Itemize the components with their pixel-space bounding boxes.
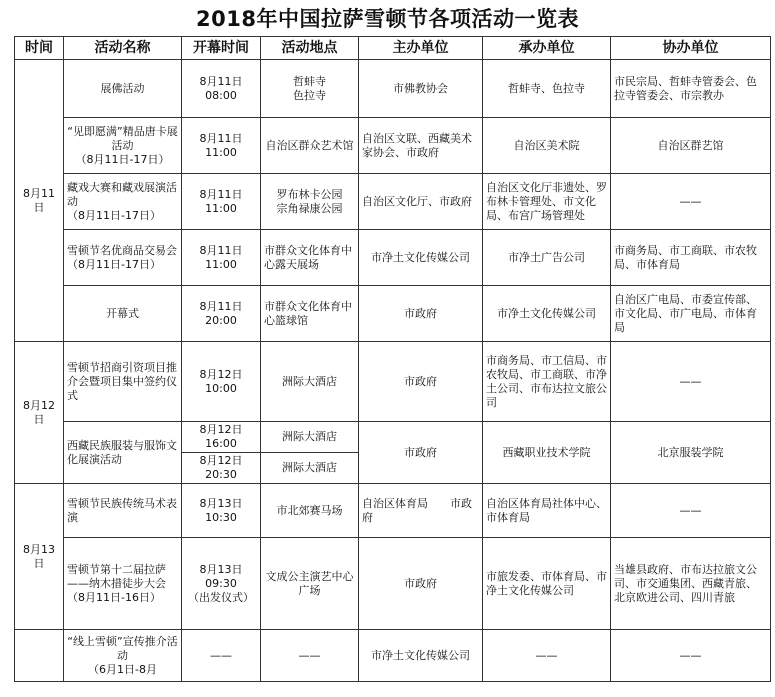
table-row [15,538,771,630]
assist-unit: —— [611,630,771,682]
header-time: 时间 [15,37,64,60]
day-cell: 8月13日 [15,484,64,630]
assist-unit: —— [611,174,771,230]
venue: 市北郊赛马场 [261,484,359,538]
open-time: 8月11日 11:00 [182,174,261,230]
activity-name: 雪顿节名优商品交易会 （8月11日-17日） [64,230,182,286]
assist-unit: 市商务局、市工商联、市农牧局、市体育局 [611,230,771,286]
venue: 洲际大酒店 [261,453,359,484]
day-cell: 8月12日 [15,342,64,484]
open-time: 8月13日 10:30 [182,484,261,538]
host-unit: 市政府 [359,342,483,422]
venue: 洲际大酒店 [261,342,359,422]
organizer-unit: 自治区文化厅非遗处、罗布林卡管理处、市文化局、布宫广场管理处 [483,174,611,230]
header-assist: 协办单位 [611,37,771,60]
day-cell [15,630,64,682]
open-time: —— [182,630,261,682]
open-time: 8月11日 08:00 [182,60,261,118]
open-time: 8月11日 11:00 [182,230,261,286]
header-host: 主办单位 [359,37,483,60]
table-row [15,174,771,230]
open-time: 8月11日 11:00 [182,118,261,174]
host-unit: 自治区文联、西藏美术家协会、市政府 [359,118,483,174]
organizer-unit: 市旅发委、市体育局、市净土文化传媒公司 [483,538,611,630]
schedule-table [14,36,771,682]
table-row [15,484,771,538]
host-unit: 自治区体育局 市政府 [359,484,483,538]
table-row [15,230,771,286]
assist-unit: 自治区广电局、市委宣传部、市文化局、市广电局、市体育局 [611,286,771,342]
venue: 市群众文化体育中心篮球馆 [261,286,359,342]
open-time: 8月12日 16:00 [182,422,261,453]
organizer-unit: 市商务局、市工信局、市农牧局、市工商联、市净土公司、市布达拉文旅公司 [483,342,611,422]
host-unit: 市佛教协会 [359,60,483,118]
activity-name: 雪顿节民族传统马术表演 [64,484,182,538]
venue: 罗布林卡公园 宗角禄康公园 [261,174,359,230]
organizer-unit: 哲蚌寺、色拉寺 [483,60,611,118]
table-row [15,60,771,118]
host-unit: 市政府 [359,286,483,342]
host-unit: 市政府 [359,422,483,484]
assist-unit: 市民宗局、哲蚌寺管委会、色拉寺管委会、市宗教办 [611,60,771,118]
header-org: 承办单位 [483,37,611,60]
activity-name: “见即愿满”精品唐卡展活动 （8月11日-17日） [64,118,182,174]
page-title: 2018年中国拉萨雪顿节各项活动一览表 [196,7,579,31]
venue: —— [261,630,359,682]
venue: 哲蚌寺 色拉寺 [261,60,359,118]
assist-unit: 自治区群艺馆 [611,118,771,174]
activity-name: 西藏民族服装与服饰文化展演活动 [64,422,182,484]
activity-name: 藏戏大赛和藏戏展演活动 （8月11日-17日） [64,174,182,230]
open-time: 8月12日 20:30 [182,453,261,484]
open-time: 8月12日 10:00 [182,342,261,422]
header-place: 活动地点 [261,37,359,60]
assist-unit: —— [611,342,771,422]
day-cell: 8月11日 [15,60,64,342]
venue: 自治区群众艺术馆 [261,118,359,174]
table-row [15,342,771,422]
host-unit: 自治区文化厅、市政府 [359,174,483,230]
header-open: 开幕时间 [182,37,261,60]
organizer-unit: 市净土文化传媒公司 [483,286,611,342]
venue: 洲际大酒店 [261,422,359,453]
assist-unit: 北京服装学院 [611,422,771,484]
venue: 市群众文化体育中心露天展场 [261,230,359,286]
organizer-unit: 西藏职业技术学院 [483,422,611,484]
header-row [15,37,771,60]
activity-name: “线上雪顿”宣传推介活动 （6月1日-8月 [64,630,182,682]
header-name: 活动名称 [64,37,182,60]
organizer-unit: —— [483,630,611,682]
table-row [15,630,771,682]
table-row [15,286,771,342]
organizer-unit: 自治区美术院 [483,118,611,174]
organizer-unit: 市净土广告公司 [483,230,611,286]
activity-name: 展佛活动 [64,60,182,118]
host-unit: 市净土文化传媒公司 [359,630,483,682]
open-time: 8月11日 20:00 [182,286,261,342]
host-unit: 市政府 [359,538,483,630]
table-row [15,118,771,174]
organizer-unit: 自治区体育局社体中心、市体育局 [483,484,611,538]
activity-name: 开幕式 [64,286,182,342]
table-row [15,422,771,453]
activity-name: 雪顿节第十二届拉萨——纳木措徒步大会 （8月11日-16日） [64,538,182,630]
assist-unit: —— [611,484,771,538]
open-time: 8月13日 09:30 （出发仪式） [182,538,261,630]
host-unit: 市净土文化传媒公司 [359,230,483,286]
assist-unit: 当雄县政府、市布达拉旅文公司、市交通集团、西藏青旅、北京欧进公司、四川青旅 [611,538,771,630]
venue: 文成公主演艺中心广场 [261,538,359,630]
activity-name: 雪顿节招商引资项目推介会暨项目集中签约仪式 [64,342,182,422]
